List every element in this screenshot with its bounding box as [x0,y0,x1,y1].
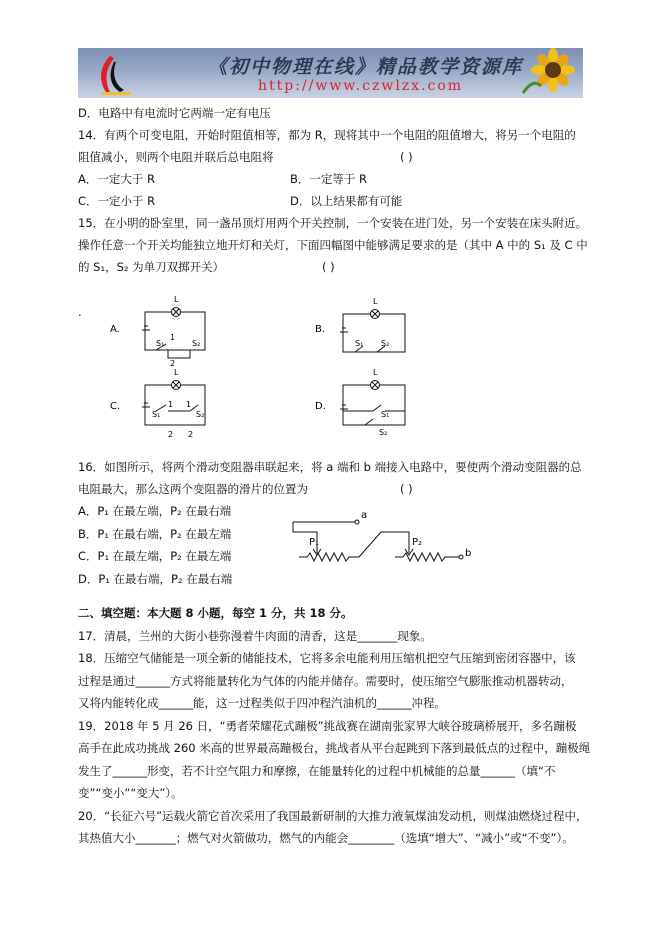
q18-text-3: 又将内能转化成______能，这一过程类似于四冲程汽油机的______冲程。 [78,696,446,710]
circuit-b-label: B. [315,324,326,335]
circuit-a-terminal-1: 1 [170,333,176,342]
banner-title: 《初中物理在线》精品教学资源库 [208,56,524,78]
header-banner [78,48,583,98]
q14-text-2: 阻值减小，则两个电阻并联后总电阻将 [78,150,274,164]
q16-text-2: 电阻最大，那么这两个变阻器的滑片的位置为 [78,482,308,496]
q15-text-3: 的 S₁，S₂ 为单刀双掷开关） [78,260,225,274]
circuit-b-lamp-label: L [373,297,378,306]
circuit-d-lamp-label: L [373,368,378,377]
q13-option-d: D．电路中有电流时它两端一定有电压 [78,106,271,120]
q16-text-1: 16．如图所示，将两个滑动变阻器串联起来，将 a 端和 b 端接入电路中，要使两个滑动变阻器的总 [78,460,582,474]
circuit-c-label: C. [110,401,121,412]
circuit-c-s2-label: S₂ [196,410,205,419]
q14-option-c: C．一定小于 R [78,194,156,208]
rheostat-slider-p2: P₂ [412,537,423,548]
q14-option-d: D．以上结果都有可能 [290,194,403,208]
q19-text-3: 发生了______形变，若不计空气阻力和摩擦，在能量转化的过程中机械能的总量______（填“不 [78,764,556,778]
q15-bullet-dot: . [78,305,82,319]
circuit-a-s2-label: S₂ [192,339,201,348]
circuit-d [315,365,435,445]
circuit-a-terminal-2: 2 [170,359,176,368]
circuit-b [315,288,435,368]
circuit-a-lamp-label: L [174,295,179,304]
circuit-c-terminal-2: 2 [168,430,174,439]
circuit-c-terminal-1: 1 [168,400,174,409]
q15-text-2: 操作任意一个开关均能独立地开灯和关灯，下面四幅图中能够满足要求的是（其中 A 中的 S₁ 及 C 中 [78,238,588,252]
q16-answer-paren: ( ) [400,482,413,496]
circuit-c [110,365,230,445]
q14-option-a: A．一定大于 R [78,172,156,186]
sunflower-icon [513,48,583,98]
q19-text-4: 变”“变小”“变大”）。 [78,786,183,800]
circuit-c-lamp-label: L [174,368,179,377]
circuit-a [110,288,230,368]
rheostat-slider-p1: P₁ [309,537,320,548]
section-2-heading: 二、填空题：本大题 8 小题，每空 1 分，共 18 分。 [78,606,353,620]
q16-option-b: B．P₁ 在最右端，P₂ 在最左端 [78,527,232,541]
rheostat-diagram [285,505,475,580]
circuit-c-s1-label: S₁ [152,410,161,419]
banner-url: http://www.czwlzx.com [258,78,464,94]
q14-answer-paren: ( ) [400,150,413,164]
circuit-b-s1-label: S₁ [355,339,364,348]
q18-text-2: 过程是通过______方式将能量转化为气体的内能并储存。需要时，使压缩空气膨胀推动机器转动， [78,674,573,688]
q14-option-b: B．一定等于 R [290,172,368,186]
circuit-b-s2-label: S₂ [381,339,390,348]
circuit-a-label: A. [110,324,120,335]
circuit-d-label: D. [315,401,326,412]
circuit-c-terminal-2b: 2 [188,430,194,439]
logo-icon [80,48,150,98]
q16-option-a: A．P₁ 在最左端，P₂ 在最右端 [78,504,232,518]
q17-text: 17．清晨，兰州的大街小巷弥漫着牛肉面的清香，这是_______现象。 [78,629,432,643]
rheostat-terminal-a: a [361,510,368,521]
circuit-a-s1-label: S₁ [156,339,165,348]
circuit-d-s1-label: S₁ [381,410,390,419]
q16-option-d: D．P₁ 在最右端，P₂ 在最右端 [78,572,233,586]
q15-text-1: 15．在小明的卧室里，同一盏吊顶灯用两个开关控制，一个安装在进门处，另一个安装在床头附近。 [78,216,588,230]
q18-text-1: 18．压缩空气储能是一项全新的储能技术，它将多余电能利用压缩机把空气压缩到密闭容器中，该 [78,651,576,665]
q16-option-c: C．P₁ 在最左端，P₂ 在最左端 [78,549,232,563]
circuit-d-s2-label: S₂ [379,428,388,437]
rheostat-terminal-b: b [465,548,472,559]
q20-text-2: 其热值大小_______；燃气对火箭做功，燃气的内能会________（选填“增大”、“减小”或“不变”）。 [78,831,574,845]
q19-text-2: 高手在此成功挑战 260 米高的世界最高蹦极台，挑战者从平台起跳到下落到最低点的过程中，蹦极绳 [78,741,591,755]
q19-text-1: 19．2018 年 5 月 26 日，“勇者荣耀花式蹦极”挑战赛在湖南张家界大峡谷玻璃桥展开，多名蹦极 [78,719,577,733]
q15-answer-paren: ( ) [322,260,335,274]
circuit-c-terminal-1b: 1 [186,400,192,409]
q14-text-1: 14．有两个可变电阻，开始时阻值相等，都为 R，现将其中一个电阻的阻值增大，将另一个电阻的 [78,128,576,142]
q20-text-1: 20．“长征六号”运载火箭它首次采用了我国最新研制的大推力液氧煤油发动机，则煤油燃烧过程中， [78,809,588,823]
